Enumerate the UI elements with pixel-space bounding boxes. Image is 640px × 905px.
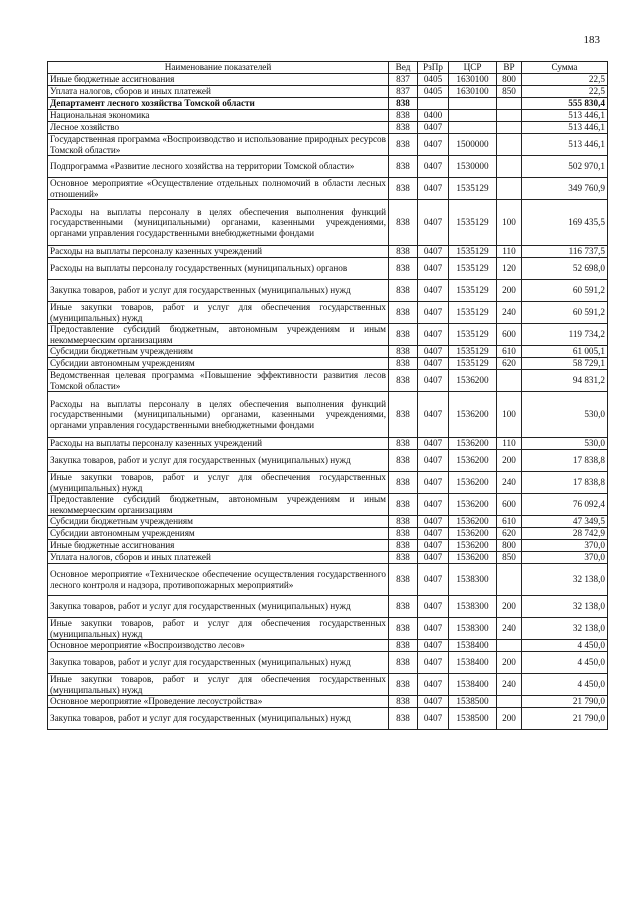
cell-rzpr: 0407 xyxy=(418,246,449,258)
cell-sum: 169 435,5 xyxy=(522,200,608,246)
cell-ved: 837 xyxy=(389,86,418,98)
cell-csr: 1500000 xyxy=(449,134,497,156)
cell-vr: 100 xyxy=(497,200,522,246)
table-row xyxy=(48,564,608,596)
table-row xyxy=(48,122,608,134)
cell-name: Уплата налогов, сборов и иных платежей xyxy=(48,86,389,98)
cell-name: Основное мероприятие «Проведение лесоустройства» xyxy=(48,696,389,708)
cell-sum: 52 698,0 xyxy=(522,258,608,280)
cell-csr xyxy=(449,110,497,122)
cell-name: Уплата налогов, сборов и иных платежей xyxy=(48,552,389,564)
cell-name: Расходы на выплаты персоналу в целях обеспечения выполнения функций государственными (муниципальными) органами, казенными учреждениями, органами управления государственными внебюджетными фондами xyxy=(48,200,389,246)
cell-sum: 119 734,2 xyxy=(522,324,608,346)
cell-vr: 610 xyxy=(497,516,522,528)
cell-csr: 1535129 xyxy=(449,302,497,324)
cell-csr: 1538300 xyxy=(449,564,497,596)
cell-sum: 370,0 xyxy=(522,552,608,564)
cell-ved: 838 xyxy=(389,494,418,516)
cell-name: Основное мероприятие «Техническое обеспечение осуществления государственного лесного контроля и надзора, противопожарных мероприятий» xyxy=(48,564,389,596)
table-row xyxy=(48,324,608,346)
cell-sum: 530,0 xyxy=(522,438,608,450)
cell-sum: 47 349,5 xyxy=(522,516,608,528)
table-header xyxy=(48,62,608,74)
cell-rzpr: 0400 xyxy=(418,110,449,122)
cell-csr: 1536200 xyxy=(449,370,497,392)
cell-sum: 21 790,0 xyxy=(522,696,608,708)
cell-vr: 850 xyxy=(497,86,522,98)
cell-rzpr: 0407 xyxy=(418,552,449,564)
cell-vr: 240 xyxy=(497,674,522,696)
header-sum: Сумма xyxy=(522,62,608,74)
cell-name: Предоставление субсидий бюджетным, автономным учреждениям и иным некоммерческим организациям xyxy=(48,324,389,346)
table-row xyxy=(48,370,608,392)
cell-name: Иные закупки товаров, работ и услуг для обеспечения государственных (муниципальных) нужд xyxy=(48,472,389,494)
cell-csr xyxy=(449,122,497,134)
cell-vr: 110 xyxy=(497,438,522,450)
cell-rzpr: 0407 xyxy=(418,674,449,696)
cell-sum: 61 005,1 xyxy=(522,346,608,358)
cell-name: Закупка товаров, работ и услуг для государственных (муниципальных) нужд xyxy=(48,450,389,472)
cell-vr xyxy=(497,134,522,156)
cell-rzpr: 0407 xyxy=(418,200,449,246)
table-row xyxy=(48,134,608,156)
cell-name: Закупка товаров, работ и услуг для государственных (муниципальных) нужд xyxy=(48,596,389,618)
cell-vr xyxy=(497,640,522,652)
cell-csr: 1536200 xyxy=(449,540,497,552)
table-row xyxy=(48,358,608,370)
table-row xyxy=(48,674,608,696)
cell-vr: 600 xyxy=(497,494,522,516)
cell-rzpr: 0407 xyxy=(418,358,449,370)
header-name: Наименование показателей xyxy=(48,62,389,74)
cell-rzpr: 0407 xyxy=(418,540,449,552)
table-row xyxy=(48,110,608,122)
cell-vr: 200 xyxy=(497,450,522,472)
cell-name: Закупка товаров, работ и услуг для государственных (муниципальных) нужд xyxy=(48,708,389,730)
cell-ved: 837 xyxy=(389,74,418,86)
cell-ved: 838 xyxy=(389,392,418,438)
cell-name: Закупка товаров, работ и услуг для государственных (муниципальных) нужд xyxy=(48,652,389,674)
cell-rzpr: 0407 xyxy=(418,528,449,540)
cell-ved: 838 xyxy=(389,596,418,618)
cell-csr: 1538500 xyxy=(449,696,497,708)
cell-name: Иные бюджетные ассигнования xyxy=(48,540,389,552)
table-row xyxy=(48,618,608,640)
cell-sum: 530,0 xyxy=(522,392,608,438)
cell-vr: 120 xyxy=(497,258,522,280)
cell-name: Лесное хозяйство xyxy=(48,122,389,134)
cell-ved: 838 xyxy=(389,696,418,708)
cell-name: Предоставление субсидий бюджетным, автономным учреждениям и иным некоммерческим организациям xyxy=(48,494,389,516)
cell-csr: 1536200 xyxy=(449,450,497,472)
cell-rzpr: 0405 xyxy=(418,86,449,98)
header-ved: Вед xyxy=(389,62,418,74)
cell-vr: 800 xyxy=(497,74,522,86)
cell-sum: 58 729,1 xyxy=(522,358,608,370)
cell-csr: 1535129 xyxy=(449,346,497,358)
cell-ved: 838 xyxy=(389,618,418,640)
cell-rzpr: 0407 xyxy=(418,280,449,302)
cell-csr: 1538400 xyxy=(449,652,497,674)
cell-vr: 600 xyxy=(497,324,522,346)
cell-rzpr: 0405 xyxy=(418,74,449,86)
cell-ved: 838 xyxy=(389,552,418,564)
cell-rzpr: 0407 xyxy=(418,438,449,450)
table-row xyxy=(48,246,608,258)
table-row xyxy=(48,696,608,708)
cell-csr: 1535129 xyxy=(449,246,497,258)
cell-sum: 94 831,2 xyxy=(522,370,608,392)
cell-name: Расходы на выплаты персоналу казенных учреждений xyxy=(48,246,389,258)
cell-rzpr: 0407 xyxy=(418,652,449,674)
cell-rzpr: 0407 xyxy=(418,346,449,358)
cell-vr xyxy=(497,122,522,134)
cell-csr: 1536200 xyxy=(449,552,497,564)
cell-vr: 200 xyxy=(497,708,522,730)
cell-csr: 1536200 xyxy=(449,494,497,516)
table-row xyxy=(48,708,608,730)
cell-ved: 838 xyxy=(389,302,418,324)
table-row xyxy=(48,74,608,86)
table-row xyxy=(48,516,608,528)
cell-rzpr: 0407 xyxy=(418,708,449,730)
table-row xyxy=(48,346,608,358)
cell-rzpr: 0407 xyxy=(418,122,449,134)
cell-sum: 513 446,1 xyxy=(522,134,608,156)
cell-ved: 838 xyxy=(389,370,418,392)
cell-csr: 1538300 xyxy=(449,618,497,640)
cell-sum: 502 970,1 xyxy=(522,156,608,178)
cell-csr: 1535129 xyxy=(449,324,497,346)
cell-sum: 513 446,1 xyxy=(522,110,608,122)
cell-csr: 1630100 xyxy=(449,74,497,86)
header-row xyxy=(48,62,608,74)
cell-ved: 838 xyxy=(389,98,418,110)
table-row xyxy=(48,494,608,516)
cell-sum: 17 838,8 xyxy=(522,450,608,472)
cell-rzpr: 0407 xyxy=(418,156,449,178)
cell-vr xyxy=(497,178,522,200)
cell-sum: 370,0 xyxy=(522,540,608,552)
cell-name: Расходы на выплаты персоналу казенных учреждений xyxy=(48,438,389,450)
table-row xyxy=(48,438,608,450)
cell-ved: 838 xyxy=(389,674,418,696)
cell-name: Иные закупки товаров, работ и услуг для обеспечения государственных (муниципальных) нужд xyxy=(48,302,389,324)
cell-sum: 513 446,1 xyxy=(522,122,608,134)
cell-vr: 200 xyxy=(497,596,522,618)
cell-vr xyxy=(497,370,522,392)
cell-csr: 1535129 xyxy=(449,280,497,302)
cell-name: Основное мероприятие «Осуществление отдельных полномочий в области лесных отношений» xyxy=(48,178,389,200)
cell-csr xyxy=(449,98,497,110)
header-rzpr: РзПр xyxy=(418,62,449,74)
cell-name: Субсидии бюджетным учреждениям xyxy=(48,516,389,528)
table-row xyxy=(48,392,608,438)
cell-sum: 4 450,0 xyxy=(522,652,608,674)
cell-csr: 1538500 xyxy=(449,708,497,730)
cell-sum: 116 737,5 xyxy=(522,246,608,258)
table-row xyxy=(48,472,608,494)
cell-csr: 1535129 xyxy=(449,200,497,246)
budget-table xyxy=(47,61,608,730)
cell-ved: 838 xyxy=(389,156,418,178)
cell-vr: 240 xyxy=(497,618,522,640)
cell-name: Иные закупки товаров, работ и услуг для обеспечения государственных (муниципальных) нужд xyxy=(48,618,389,640)
cell-ved: 838 xyxy=(389,246,418,258)
cell-rzpr: 0407 xyxy=(418,302,449,324)
cell-sum: 349 760,9 xyxy=(522,178,608,200)
table-row xyxy=(48,540,608,552)
cell-name: Ведомственная целевая программа «Повышение эффективности развития лесов Томской области» xyxy=(48,370,389,392)
cell-sum: 60 591,2 xyxy=(522,302,608,324)
cell-csr: 1536200 xyxy=(449,516,497,528)
table-row xyxy=(48,86,608,98)
cell-sum: 4 450,0 xyxy=(522,640,608,652)
table-row xyxy=(48,450,608,472)
cell-ved: 838 xyxy=(389,110,418,122)
table-row xyxy=(48,98,608,110)
cell-rzpr: 0407 xyxy=(418,564,449,596)
cell-sum: 555 830,4 xyxy=(522,98,608,110)
cell-vr: 620 xyxy=(497,528,522,540)
cell-ved: 838 xyxy=(389,564,418,596)
cell-vr: 200 xyxy=(497,652,522,674)
cell-rzpr: 0407 xyxy=(418,472,449,494)
cell-csr: 1536200 xyxy=(449,438,497,450)
cell-sum: 60 591,2 xyxy=(522,280,608,302)
cell-rzpr: 0407 xyxy=(418,696,449,708)
cell-rzpr: 0407 xyxy=(418,370,449,392)
cell-ved: 838 xyxy=(389,200,418,246)
table-body xyxy=(48,74,608,730)
cell-csr: 1536200 xyxy=(449,528,497,540)
cell-ved: 838 xyxy=(389,258,418,280)
cell-csr: 1538400 xyxy=(449,640,497,652)
cell-vr: 610 xyxy=(497,346,522,358)
cell-rzpr: 0407 xyxy=(418,392,449,438)
cell-name: Расходы на выплаты персоналу государственных (муниципальных) органов xyxy=(48,258,389,280)
cell-ved: 838 xyxy=(389,450,418,472)
cell-rzpr xyxy=(418,98,449,110)
cell-rzpr: 0407 xyxy=(418,596,449,618)
cell-vr xyxy=(497,156,522,178)
cell-rzpr: 0407 xyxy=(418,640,449,652)
cell-ved: 838 xyxy=(389,708,418,730)
cell-name: Государственная программа «Воспроизводство и использование природных ресурсов Томской области» xyxy=(48,134,389,156)
cell-sum: 32 138,0 xyxy=(522,596,608,618)
cell-ved: 838 xyxy=(389,134,418,156)
cell-vr xyxy=(497,110,522,122)
header-vr: ВР xyxy=(497,62,522,74)
cell-sum: 17 838,8 xyxy=(522,472,608,494)
cell-vr xyxy=(497,564,522,596)
cell-ved: 838 xyxy=(389,528,418,540)
cell-name: Субсидии бюджетным учреждениям xyxy=(48,346,389,358)
cell-ved: 838 xyxy=(389,652,418,674)
cell-name: Иные бюджетные ассигнования xyxy=(48,74,389,86)
cell-vr: 620 xyxy=(497,358,522,370)
table-row xyxy=(48,258,608,280)
cell-name: Расходы на выплаты персоналу в целях обеспечения выполнения функций государственными (муниципальными) органами, казенными учреждениями, органами управления государственными внебюджетными фондами xyxy=(48,392,389,438)
table-row xyxy=(48,280,608,302)
cell-name: Субсидии автономным учреждениям xyxy=(48,528,389,540)
cell-sum: 22,5 xyxy=(522,74,608,86)
cell-rzpr: 0407 xyxy=(418,324,449,346)
cell-name: Подпрограмма «Развитие лесного хозяйства на территории Томской области» xyxy=(48,156,389,178)
cell-ved: 838 xyxy=(389,640,418,652)
cell-rzpr: 0407 xyxy=(418,618,449,640)
cell-csr: 1530000 xyxy=(449,156,497,178)
cell-ved: 838 xyxy=(389,122,418,134)
cell-name: Субсидии автономным учреждениям xyxy=(48,358,389,370)
cell-name: Закупка товаров, работ и услуг для государственных (муниципальных) нужд xyxy=(48,280,389,302)
cell-rzpr: 0407 xyxy=(418,450,449,472)
cell-rzpr: 0407 xyxy=(418,258,449,280)
cell-sum: 22,5 xyxy=(522,86,608,98)
cell-sum: 76 092,4 xyxy=(522,494,608,516)
cell-vr: 110 xyxy=(497,246,522,258)
cell-vr: 240 xyxy=(497,302,522,324)
table-row xyxy=(48,200,608,246)
cell-name: Департамент лесного хозяйства Томской области xyxy=(48,98,389,110)
cell-ved: 838 xyxy=(389,540,418,552)
cell-sum: 28 742,9 xyxy=(522,528,608,540)
cell-ved: 838 xyxy=(389,516,418,528)
cell-sum: 21 790,0 xyxy=(522,708,608,730)
cell-csr: 1538400 xyxy=(449,674,497,696)
table-row xyxy=(48,596,608,618)
table-row xyxy=(48,640,608,652)
cell-csr: 1535129 xyxy=(449,178,497,200)
cell-sum: 32 138,0 xyxy=(522,618,608,640)
cell-rzpr: 0407 xyxy=(418,178,449,200)
cell-rzpr: 0407 xyxy=(418,134,449,156)
cell-csr: 1630100 xyxy=(449,86,497,98)
table-row xyxy=(48,652,608,674)
cell-csr: 1535129 xyxy=(449,258,497,280)
cell-name: Иные закупки товаров, работ и услуг для обеспечения государственных (муниципальных) нужд xyxy=(48,674,389,696)
header-csr: ЦСР xyxy=(449,62,497,74)
cell-rzpr: 0407 xyxy=(418,516,449,528)
cell-csr: 1538300 xyxy=(449,596,497,618)
cell-csr: 1536200 xyxy=(449,392,497,438)
cell-vr: 850 xyxy=(497,552,522,564)
table-row xyxy=(48,528,608,540)
cell-ved: 838 xyxy=(389,178,418,200)
cell-vr xyxy=(497,98,522,110)
cell-sum: 4 450,0 xyxy=(522,674,608,696)
cell-vr: 200 xyxy=(497,280,522,302)
cell-ved: 838 xyxy=(389,280,418,302)
cell-name: Основное мероприятие «Воспроизводство лесов» xyxy=(48,640,389,652)
cell-ved: 838 xyxy=(389,346,418,358)
cell-ved: 838 xyxy=(389,438,418,450)
cell-csr: 1535129 xyxy=(449,358,497,370)
cell-csr: 1536200 xyxy=(449,472,497,494)
cell-ved: 838 xyxy=(389,324,418,346)
table-row xyxy=(48,178,608,200)
table-row xyxy=(48,552,608,564)
table-row xyxy=(48,156,608,178)
cell-vr: 100 xyxy=(497,392,522,438)
cell-ved: 838 xyxy=(389,358,418,370)
cell-vr xyxy=(497,696,522,708)
cell-vr: 240 xyxy=(497,472,522,494)
cell-sum: 32 138,0 xyxy=(522,564,608,596)
cell-ved: 838 xyxy=(389,472,418,494)
cell-name: Национальная экономика xyxy=(48,110,389,122)
cell-vr: 800 xyxy=(497,540,522,552)
table-row xyxy=(48,302,608,324)
page-number: 183 xyxy=(583,34,600,46)
cell-rzpr: 0407 xyxy=(418,494,449,516)
